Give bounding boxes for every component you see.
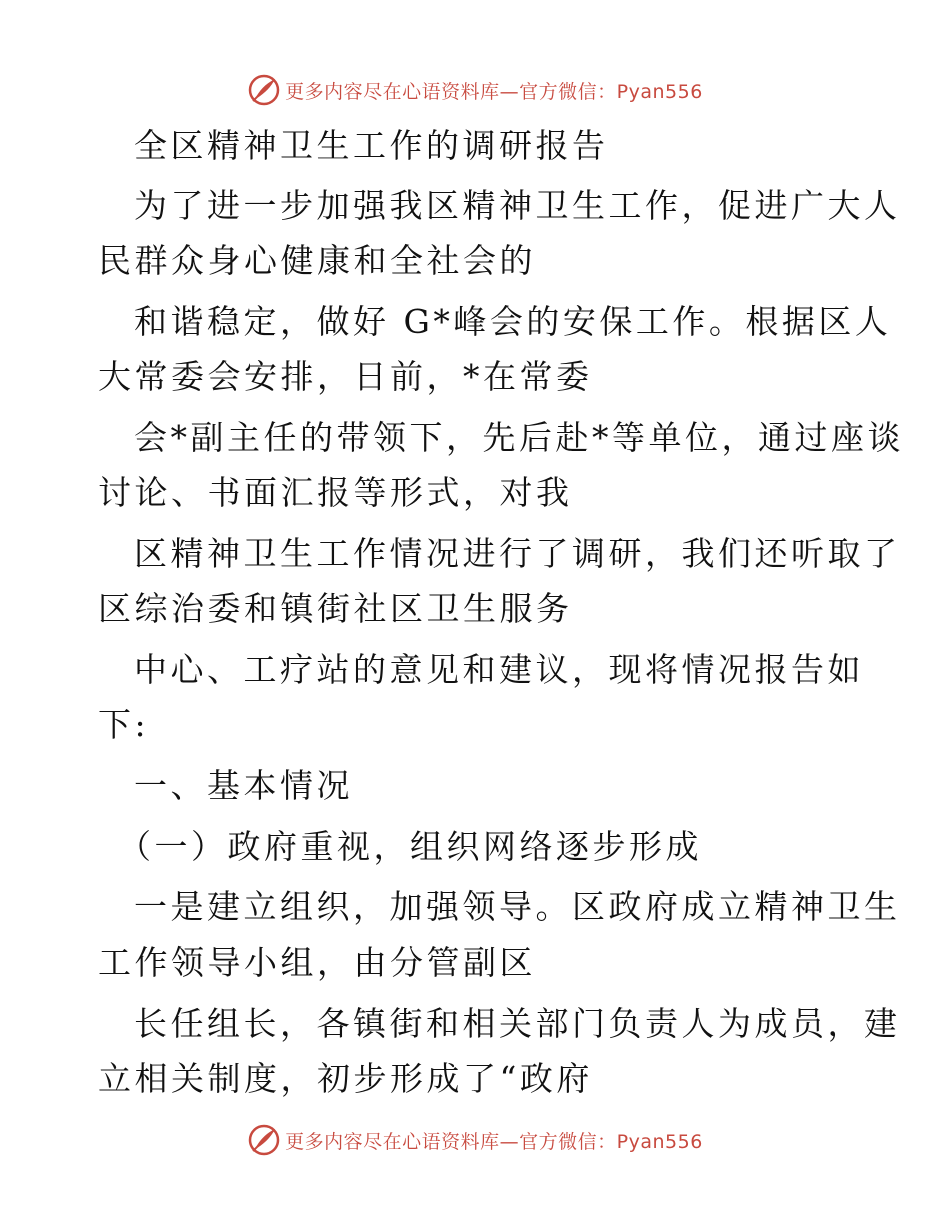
text-line: 中心、工疗站的意见和建议，现将情况报告如: [134, 650, 864, 689]
watermark-text: 更多内容尽在心语资料库—官方微信：Pyan556: [285, 80, 703, 103]
text-line: 工作领导小组，由分管副区: [98, 943, 536, 982]
text-line: 下:: [98, 705, 150, 744]
footer-watermark: [0, 1120, 950, 1160]
text-line: 民群众身心健康和全社会的: [98, 241, 536, 280]
text-line: 会*副主任的带领下，先后赴*等单位，通过座谈: [134, 418, 904, 457]
text-line: 一是建立组织，加强领导。区政府成立精神卫生: [134, 887, 901, 926]
text-line: 讨论、书面汇报等形式，对我: [98, 473, 573, 512]
document-title: 全区精神卫生工作的调研报告: [134, 126, 609, 165]
text-line: 长任组长，各镇街和相关部门负责人为成员，建: [134, 1004, 901, 1043]
text-line: 立相关制度，初步形成了“政府: [98, 1059, 593, 1098]
feather-circle-logo-icon: [247, 1123, 281, 1157]
text-line: 为了进一步加强我区精神卫生工作，促进广大人: [134, 186, 901, 225]
text-line: 区综治委和镇街社区卫生服务: [98, 589, 573, 628]
text-line: 和谐稳定，做好 G*峰会的安保工作。根据区人: [134, 302, 892, 341]
text-line: 区精神卫生工作情况进行了调研，我们还听取了: [134, 534, 901, 573]
watermark-text: 更多内容尽在心语资料库—官方微信：Pyan556: [285, 1130, 703, 1153]
section-heading: 一、基本情况: [134, 766, 353, 805]
text-line: 大常委会安排，日前，*在常委: [98, 357, 593, 396]
subsection-heading: （一）政府重视，组织网络逐步形成: [118, 827, 702, 866]
